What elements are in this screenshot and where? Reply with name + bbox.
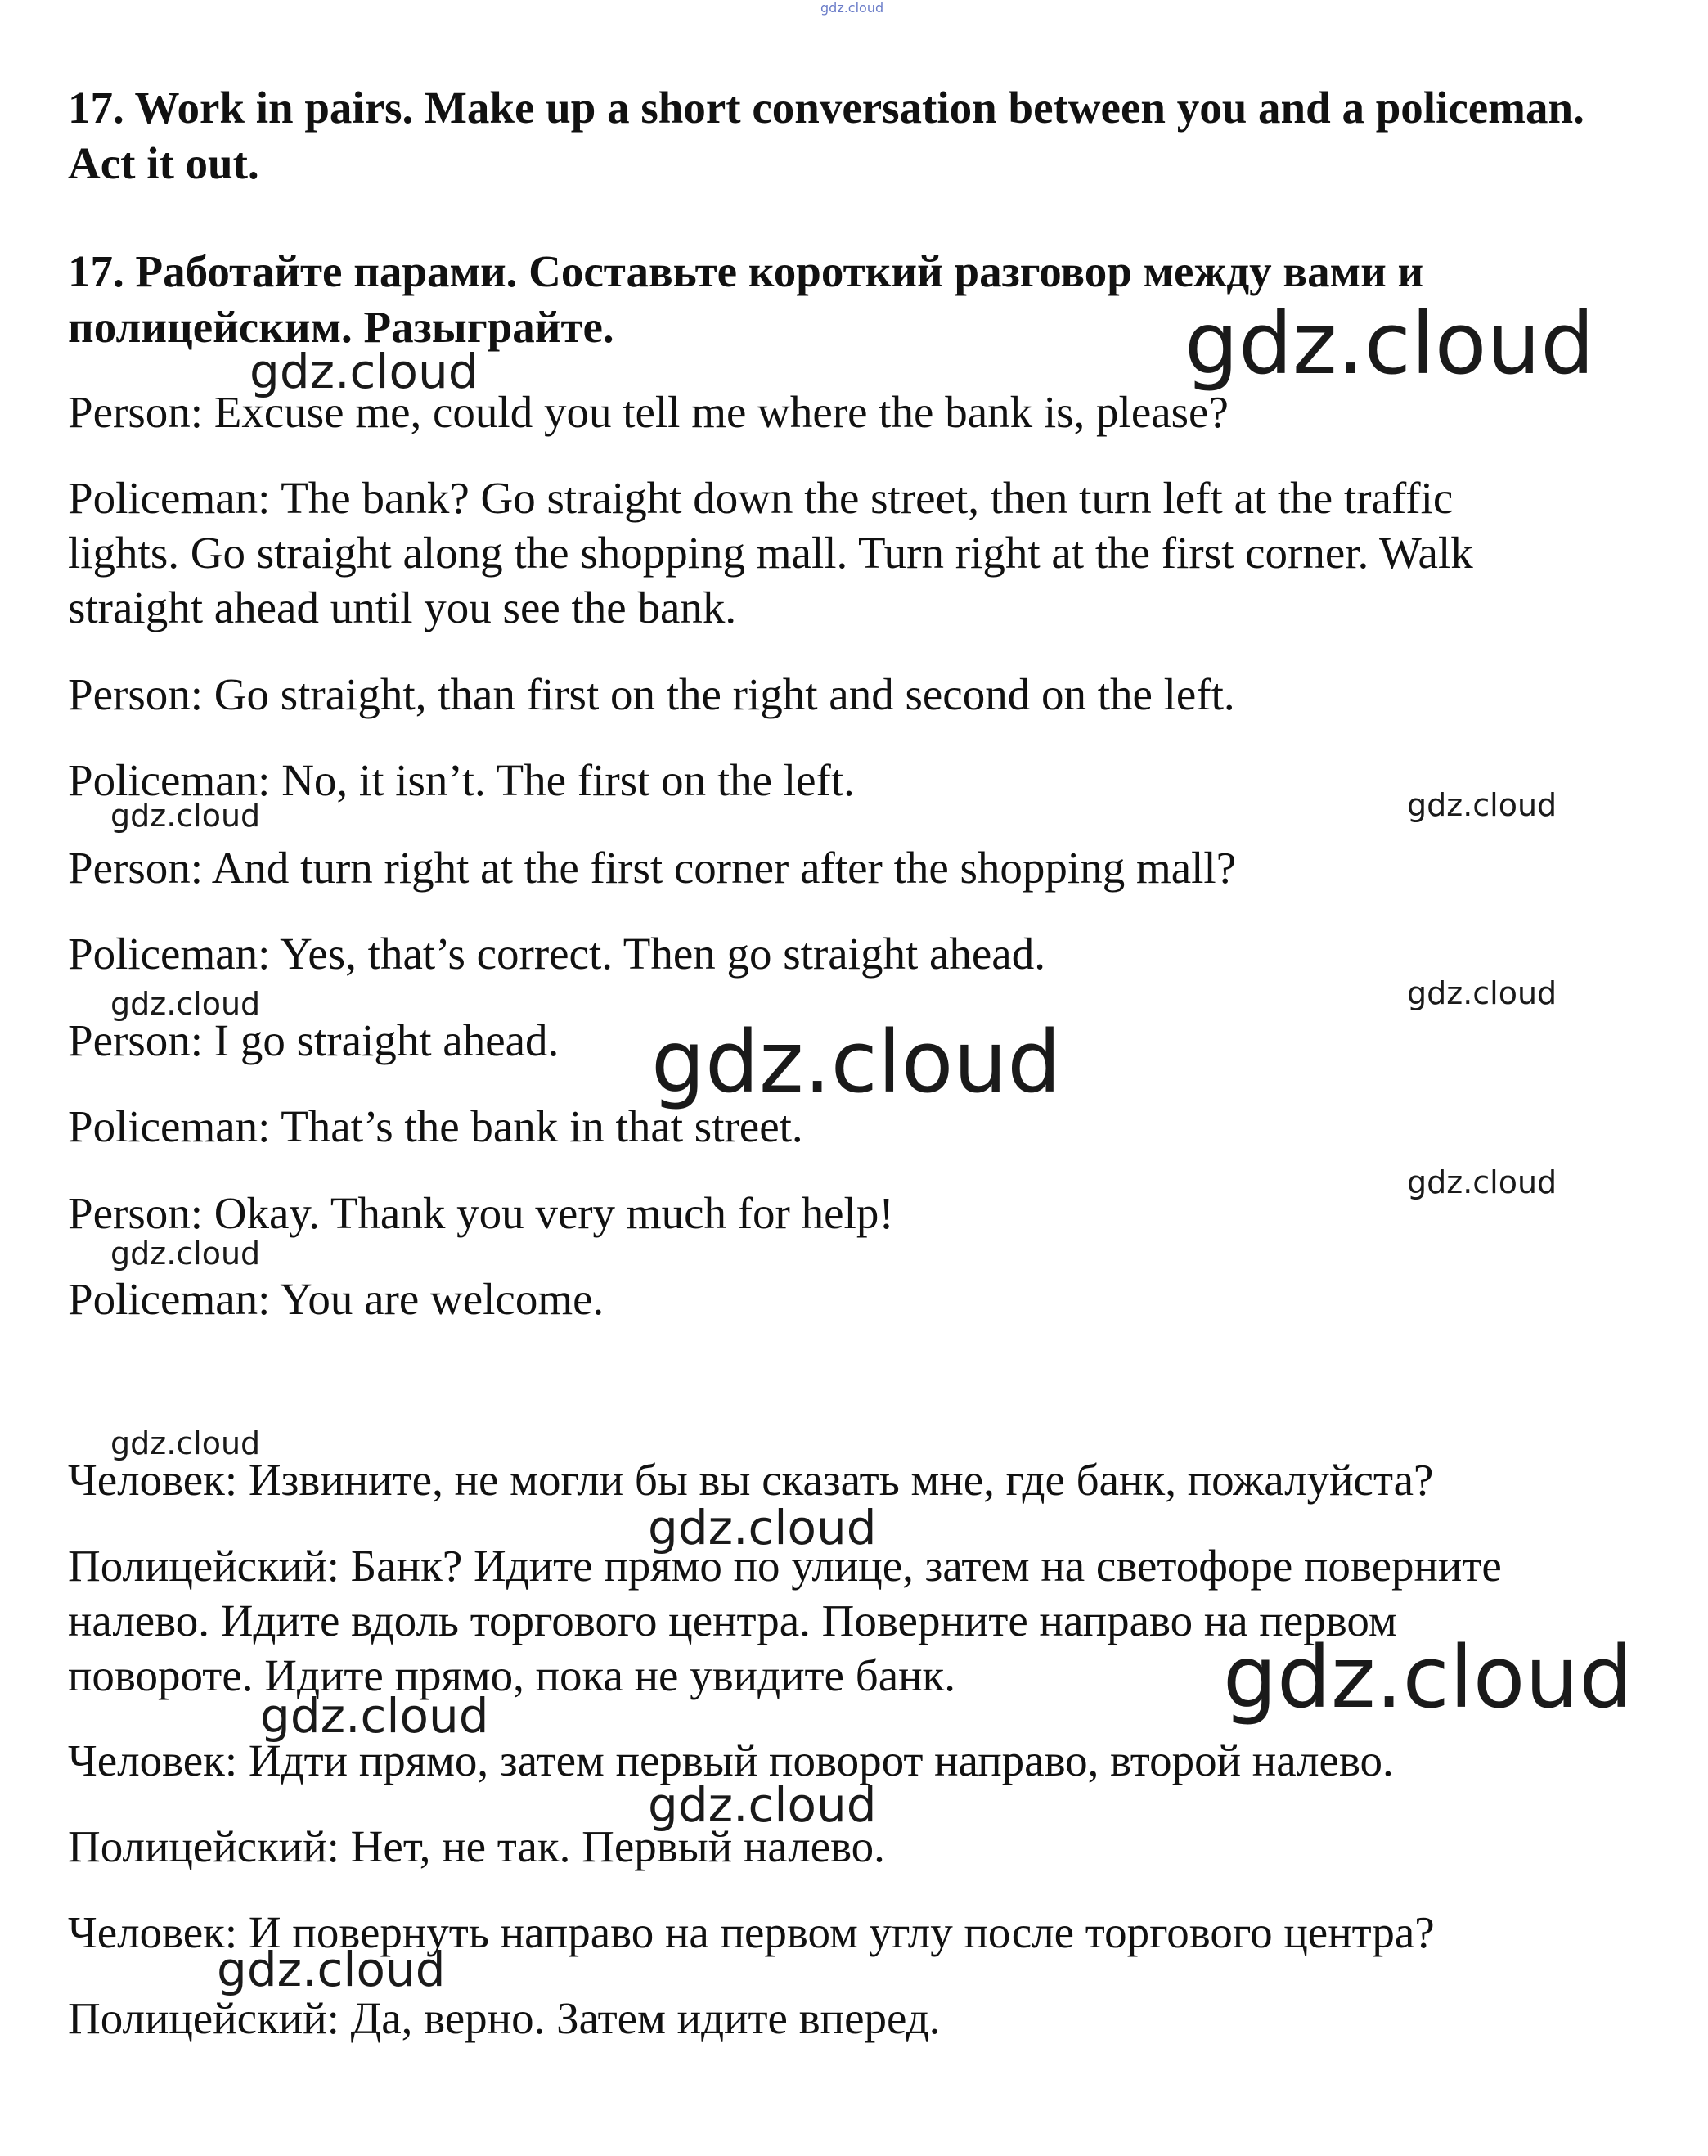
- watermark-medium: gdz.cloud: [260, 1688, 489, 1744]
- dialogue-en-line: Person: And turn right at the first corner after the shopping mall?: [68, 843, 1237, 893]
- watermark-small: gdz.cloud: [1407, 1164, 1557, 1200]
- dialogue-en-line: Person: I go straight ahead.: [68, 1015, 560, 1065]
- dialogue-ru-line: Человек: Извините, не могли бы вы сказать мне, где банк, пожалуйста?: [68, 1455, 1434, 1505]
- dialogue-en-line: lights. Go straight along the shopping mall. Turn right at the first corner. Walk: [68, 528, 1473, 578]
- watermark-small: gdz.cloud: [110, 1236, 261, 1272]
- header-watermark: gdz.cloud: [820, 0, 884, 16]
- dialogue-en-line: Policeman: No, it isn’t. The first on the left.: [68, 755, 855, 805]
- dialogue-ru-line: Полицейский: Да, верно. Затем идите вперед.: [68, 1993, 941, 2043]
- watermark-small: gdz.cloud: [110, 1425, 261, 1461]
- dialogue-en-line: Policeman: You are welcome.: [68, 1274, 605, 1324]
- dialogue-ru-line: повороте. Идите прямо, пока не увидите банк.: [68, 1650, 956, 1700]
- dialogue-ru-line: Человек: Идти прямо, затем первый поворот направо, второй налево.: [68, 1735, 1394, 1785]
- watermark-small: gdz.cloud: [1407, 787, 1557, 823]
- dialogue-en-line: Policeman: That’s the bank in that street.: [68, 1101, 803, 1151]
- dialogue-ru-line: Полицейский: Нет, не так. Первый налево.: [68, 1821, 885, 1871]
- watermark-medium: gdz.cloud: [217, 1942, 446, 1997]
- watermark-large: gdz.cloud: [651, 1012, 1062, 1112]
- dialogue-en-line: Person: Okay. Thank you very much for help!: [68, 1188, 894, 1238]
- dialogue-en-line: Person: Go straight, than first on the right and second on the left.: [68, 669, 1235, 719]
- dialogue-ru-line: Человек: И повернуть направо на первом углу после торгового центра?: [68, 1907, 1435, 1957]
- watermark-small: gdz.cloud: [110, 986, 261, 1022]
- watermark-small: gdz.cloud: [1407, 975, 1557, 1011]
- dialogue-en-line: Policeman: Yes, that’s correct. Then go straight ahead.: [68, 929, 1045, 979]
- dialogue-ru-line: Полицейский: Банк? Идите прямо по улице, затем на светофоре поверните: [68, 1541, 1502, 1591]
- dialogue-en-line: Policeman: The bank? Go straight down the street, then turn left at the traffic: [68, 473, 1454, 523]
- dialogue-ru-line: налево. Идите вдоль торгового центра. Поверните направо на первом: [68, 1596, 1397, 1645]
- watermark-medium: gdz.cloud: [648, 1500, 877, 1555]
- task-title-en: 17. Work in pairs. Make up a short conversation between you and a policeman. Act it out.: [68, 83, 1584, 188]
- task-title-ru: 17. Работайте парами. Составьте короткий разговор между вами и полицейским. Разыграйте.: [68, 246, 1424, 352]
- dialogue-en-line: straight ahead until you see the bank.: [68, 583, 737, 632]
- watermark-large: gdz.cloud: [1223, 1627, 1634, 1727]
- watermark-large: gdz.cloud: [1184, 294, 1595, 394]
- dialogue-en-line: Person: Excuse me, could you tell me where the bank is, please?: [68, 387, 1229, 437]
- watermark-small: gdz.cloud: [110, 798, 261, 834]
- watermark-medium: gdz.cloud: [249, 344, 479, 399]
- watermark-medium: gdz.cloud: [648, 1777, 877, 1833]
